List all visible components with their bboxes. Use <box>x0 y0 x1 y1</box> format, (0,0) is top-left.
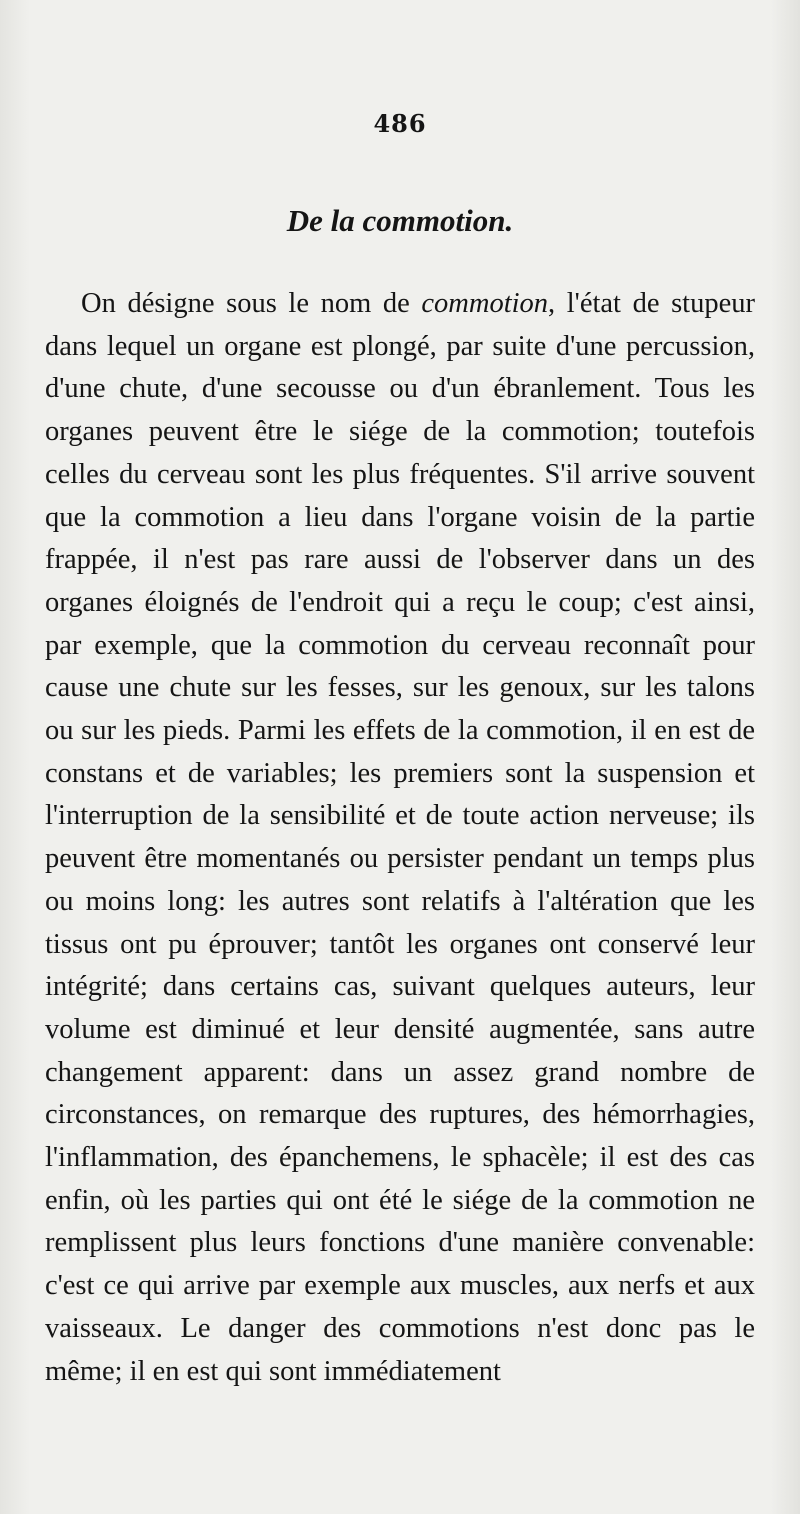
paragraph-text-start: On désigne sous le nom de <box>81 288 422 319</box>
page-number: 486 <box>373 109 427 138</box>
italic-term: commotion <box>421 288 549 319</box>
section-title: De la commotion. <box>286 203 514 238</box>
body-paragraph <box>45 283 755 1393</box>
paragraph-text-rest: , l'état de stupeur dans lequel un organe est plongé, par suite d'une percussion, d'une chute, d'une secousse ou d'un ébranlement. Tous les organes peuvent être le siége de la commotion; toutefois celles du cerveau sont les plus fréquentes. S'il arrive souvent que la commotion a lieu dans l'organe voisin de la partie frappée, il n'est pas rare aussi de l'observer dans un des organes éloignés de l'endroit qui a reçu le coup; c'est ainsi, par exemple, que la commotion du cerveau reconnaît pour cause une chute sur les fesses, sur les genoux, sur les talons ou sur les pieds. Parmi les effets de la commotion, il en est de constans et de variables; les premiers sont la suspension et l'interruption de la sensibilité et de toute action nerveuse; ils peuvent être momentanés ou persister pendant un temps plus ou moins long: les autres sont relatifs à l'altération que les tissus ont pu éprouver; tantôt les organes ont conservé leur intégrité; dans certains cas, suivant quelques auteurs, leur volume est diminué et leur densité augmentée, sans autre changement apparent: dans un assez grand nombre de circonstances, on remarque des ruptures, des hémorrhagies, l'inflammation, des épanchemens, le sphacèle; il est des cas enfin, où les parties qui ont été le siége de la commotion ne remplissent plus leurs fonctions d'une manière convenable: c'est ce qui arrive par exemple aux muscles, aux nerfs et aux vaisseaux. Le danger des commotions n'est donc pas le même; il en est qui sont immédiatement <box>45 288 755 1387</box>
